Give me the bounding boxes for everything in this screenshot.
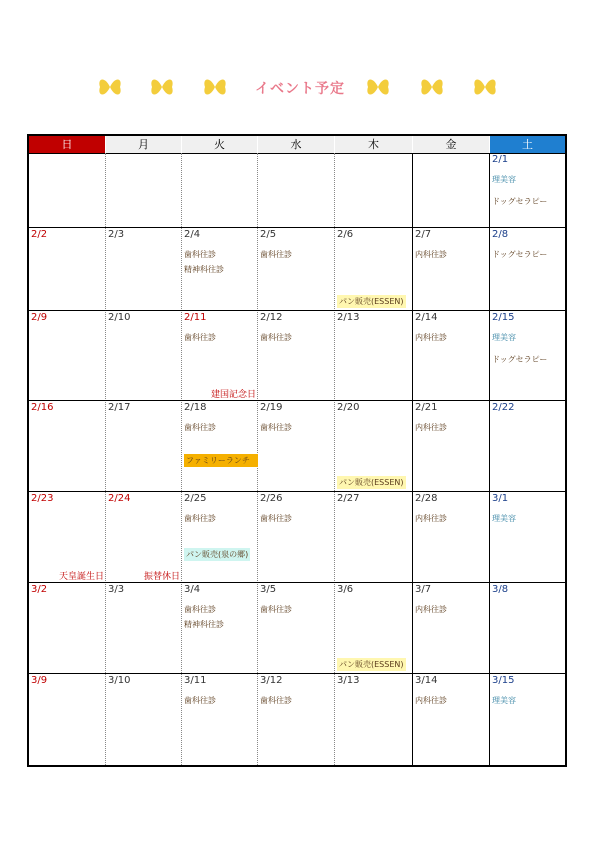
calendar-day-cell[interactable] bbox=[335, 228, 413, 311]
day-number: 2/27 bbox=[337, 493, 360, 504]
day-number: 2/25 bbox=[184, 493, 207, 504]
calendar-grid bbox=[27, 134, 567, 767]
schedule-event: 歯科往診 bbox=[184, 423, 216, 432]
butterfly-icon bbox=[472, 76, 498, 98]
calendar-day-cell[interactable] bbox=[182, 228, 258, 311]
day-number: 3/3 bbox=[108, 584, 125, 595]
calendar-day-cell[interactable] bbox=[182, 311, 258, 401]
calendar-day-cell[interactable] bbox=[106, 492, 182, 583]
day-number: 2/24 bbox=[108, 493, 131, 504]
calendar-day-cell[interactable] bbox=[258, 228, 335, 311]
calendar-day-cell[interactable] bbox=[490, 583, 565, 674]
family-lunch-event: ファミリーランチ bbox=[184, 454, 258, 467]
holiday-label: 建国記念日 bbox=[210, 390, 256, 400]
holiday-label: 天皇誕生日 bbox=[58, 572, 104, 582]
schedule-event: 内科往診 bbox=[415, 605, 447, 614]
schedule-event: 内科往診 bbox=[415, 514, 447, 523]
day-number: 3/13 bbox=[337, 675, 360, 686]
calendar-day-cell[interactable] bbox=[106, 401, 182, 492]
butterfly-icon bbox=[365, 76, 391, 98]
calendar-day-cell[interactable] bbox=[258, 674, 335, 765]
day-number: 2/10 bbox=[108, 312, 131, 323]
day-number: 3/8 bbox=[492, 584, 509, 595]
calendar-day-cell[interactable] bbox=[335, 492, 413, 583]
calendar-day-cell[interactable] bbox=[258, 401, 335, 492]
calendar-day-cell[interactable] bbox=[258, 492, 335, 583]
calendar-day-cell[interactable] bbox=[413, 153, 490, 228]
weekday-friday: 金 bbox=[413, 136, 489, 153]
day-number: 2/2 bbox=[31, 229, 48, 240]
day-number: 2/26 bbox=[260, 493, 283, 504]
calendar-day-cell[interactable] bbox=[29, 153, 106, 228]
schedule-event: 内科往診 bbox=[415, 333, 447, 342]
calendar-day-cell[interactable] bbox=[106, 311, 182, 401]
calendar-day-cell[interactable] bbox=[413, 311, 490, 401]
day-number: 3/9 bbox=[31, 675, 48, 686]
calendar-day-cell[interactable] bbox=[335, 583, 413, 674]
day-number: 2/6 bbox=[337, 229, 354, 240]
calendar-day-cell[interactable] bbox=[335, 311, 413, 401]
schedule-event: 歯科往診 bbox=[184, 333, 216, 342]
butterfly-icon bbox=[202, 76, 228, 98]
day-number: 2/7 bbox=[415, 229, 432, 240]
page-title: イベント予定 bbox=[255, 81, 345, 97]
day-number: 2/5 bbox=[260, 229, 277, 240]
day-number: 3/10 bbox=[108, 675, 131, 686]
schedule-event: 歯科往診 bbox=[184, 696, 216, 705]
schedule-event: 精神科往診 bbox=[184, 620, 224, 629]
calendar-day-cell[interactable] bbox=[413, 401, 490, 492]
calendar-day-cell[interactable] bbox=[106, 228, 182, 311]
schedule-event: 内科往診 bbox=[415, 250, 447, 259]
bread-sale-event: パン販売(泉の郷) bbox=[186, 550, 249, 559]
weekday-sunday: 日 bbox=[29, 136, 105, 153]
calendar-day-cell[interactable] bbox=[29, 492, 106, 583]
calendar-day-cell[interactable] bbox=[182, 583, 258, 674]
schedule-event: 歯科往診 bbox=[260, 605, 292, 614]
day-number: 2/20 bbox=[337, 402, 360, 413]
day-number: 2/16 bbox=[31, 402, 54, 413]
schedule-event: 理美容 bbox=[492, 333, 516, 342]
calendar-day-cell[interactable] bbox=[258, 311, 335, 401]
day-number: 3/15 bbox=[492, 675, 515, 686]
schedule-event: 歯科往診 bbox=[260, 514, 292, 523]
calendar-day-cell[interactable] bbox=[29, 674, 106, 765]
calendar-day-cell[interactable] bbox=[490, 492, 565, 583]
calendar-day-cell[interactable] bbox=[335, 674, 413, 765]
calendar-day-cell[interactable] bbox=[413, 228, 490, 311]
bread-sale-event: パン販売(ESSEN) bbox=[339, 660, 404, 669]
schedule-event: 歯科往診 bbox=[184, 605, 216, 614]
day-number: 2/12 bbox=[260, 312, 283, 323]
holiday-label: 振替休日 bbox=[143, 572, 180, 582]
calendar-day-cell[interactable] bbox=[182, 674, 258, 765]
calendar-day-cell[interactable] bbox=[182, 492, 258, 583]
calendar-day-cell[interactable] bbox=[490, 153, 565, 228]
butterfly-icon bbox=[97, 76, 123, 98]
weekday-header-row bbox=[29, 136, 565, 154]
calendar-day-cell[interactable] bbox=[29, 401, 106, 492]
weekday-thursday: 木 bbox=[335, 136, 412, 153]
schedule-event: ドッグセラピー bbox=[492, 197, 548, 206]
day-number: 2/23 bbox=[31, 493, 54, 504]
day-number: 3/6 bbox=[337, 584, 354, 595]
calendar-day-cell[interactable] bbox=[335, 401, 413, 492]
calendar-day-cell[interactable] bbox=[29, 583, 106, 674]
weekday-saturday: 土 bbox=[490, 136, 565, 153]
day-number: 2/8 bbox=[492, 229, 509, 240]
day-number: 2/21 bbox=[415, 402, 438, 413]
calendar-day-cell[interactable] bbox=[29, 228, 106, 311]
day-number: 2/9 bbox=[31, 312, 48, 323]
butterfly-icon bbox=[419, 76, 445, 98]
schedule-event: 歯科往診 bbox=[260, 333, 292, 342]
day-number: 3/2 bbox=[31, 584, 48, 595]
day-number: 2/13 bbox=[337, 312, 360, 323]
schedule-event: 精神科往診 bbox=[184, 265, 224, 274]
calendar-day-cell[interactable] bbox=[106, 674, 182, 765]
schedule-event: 内科往診 bbox=[415, 423, 447, 432]
calendar-day-cell[interactable] bbox=[413, 492, 490, 583]
weekday-wednesday: 水 bbox=[258, 136, 334, 153]
calendar-day-cell[interactable] bbox=[182, 153, 258, 228]
day-number: 2/22 bbox=[492, 402, 515, 413]
calendar-day-cell[interactable] bbox=[106, 153, 182, 228]
schedule-event: 歯科往診 bbox=[260, 423, 292, 432]
schedule-event: 歯科往診 bbox=[260, 696, 292, 705]
bread-sale-event: パン販売(ESSEN) bbox=[339, 297, 404, 306]
schedule-event: 歯科往診 bbox=[260, 250, 292, 259]
day-number: 3/7 bbox=[415, 584, 432, 595]
calendar-day-cell[interactable] bbox=[258, 583, 335, 674]
bread-sale-event: パン販売(ESSEN) bbox=[339, 478, 404, 487]
weekday-monday: 月 bbox=[106, 136, 181, 153]
calendar-day-cell[interactable] bbox=[258, 153, 335, 228]
day-number: 2/11 bbox=[184, 312, 207, 323]
calendar-day-cell[interactable] bbox=[490, 401, 565, 492]
calendar-day-cell[interactable] bbox=[490, 228, 565, 311]
calendar-day-cell[interactable] bbox=[106, 583, 182, 674]
calendar-day-cell[interactable] bbox=[182, 401, 258, 492]
day-number: 2/17 bbox=[108, 402, 131, 413]
calendar-day-cell[interactable] bbox=[29, 311, 106, 401]
schedule-event: 理美容 bbox=[492, 696, 516, 705]
day-number: 3/14 bbox=[415, 675, 438, 686]
day-number: 3/4 bbox=[184, 584, 201, 595]
schedule-event: ドッグセラピー bbox=[492, 355, 548, 364]
day-number: 2/3 bbox=[108, 229, 125, 240]
calendar-day-cell[interactable] bbox=[413, 674, 490, 765]
schedule-event: 理美容 bbox=[492, 175, 516, 184]
calendar-day-cell[interactable] bbox=[335, 153, 413, 228]
day-number: 2/4 bbox=[184, 229, 201, 240]
day-number: 3/12 bbox=[260, 675, 283, 686]
calendar-day-cell[interactable] bbox=[413, 583, 490, 674]
calendar-day-cell[interactable] bbox=[490, 311, 565, 401]
day-number: 3/11 bbox=[184, 675, 207, 686]
day-number: 2/15 bbox=[492, 312, 515, 323]
schedule-event: 歯科往診 bbox=[184, 514, 216, 523]
weekday-tuesday: 火 bbox=[182, 136, 257, 153]
day-number: 2/14 bbox=[415, 312, 438, 323]
day-number: 2/18 bbox=[184, 402, 207, 413]
day-number: 2/19 bbox=[260, 402, 283, 413]
calendar-day-cell[interactable] bbox=[490, 674, 565, 765]
day-number: 3/5 bbox=[260, 584, 277, 595]
day-number: 3/1 bbox=[492, 493, 509, 504]
butterfly-icon bbox=[149, 76, 175, 98]
day-number: 2/1 bbox=[492, 154, 509, 165]
schedule-event: 歯科往診 bbox=[184, 250, 216, 259]
schedule-event: ドッグセラピー bbox=[492, 250, 548, 259]
schedule-event: 内科往診 bbox=[415, 696, 447, 705]
schedule-event: 理美容 bbox=[492, 514, 516, 523]
day-number: 2/28 bbox=[415, 493, 438, 504]
